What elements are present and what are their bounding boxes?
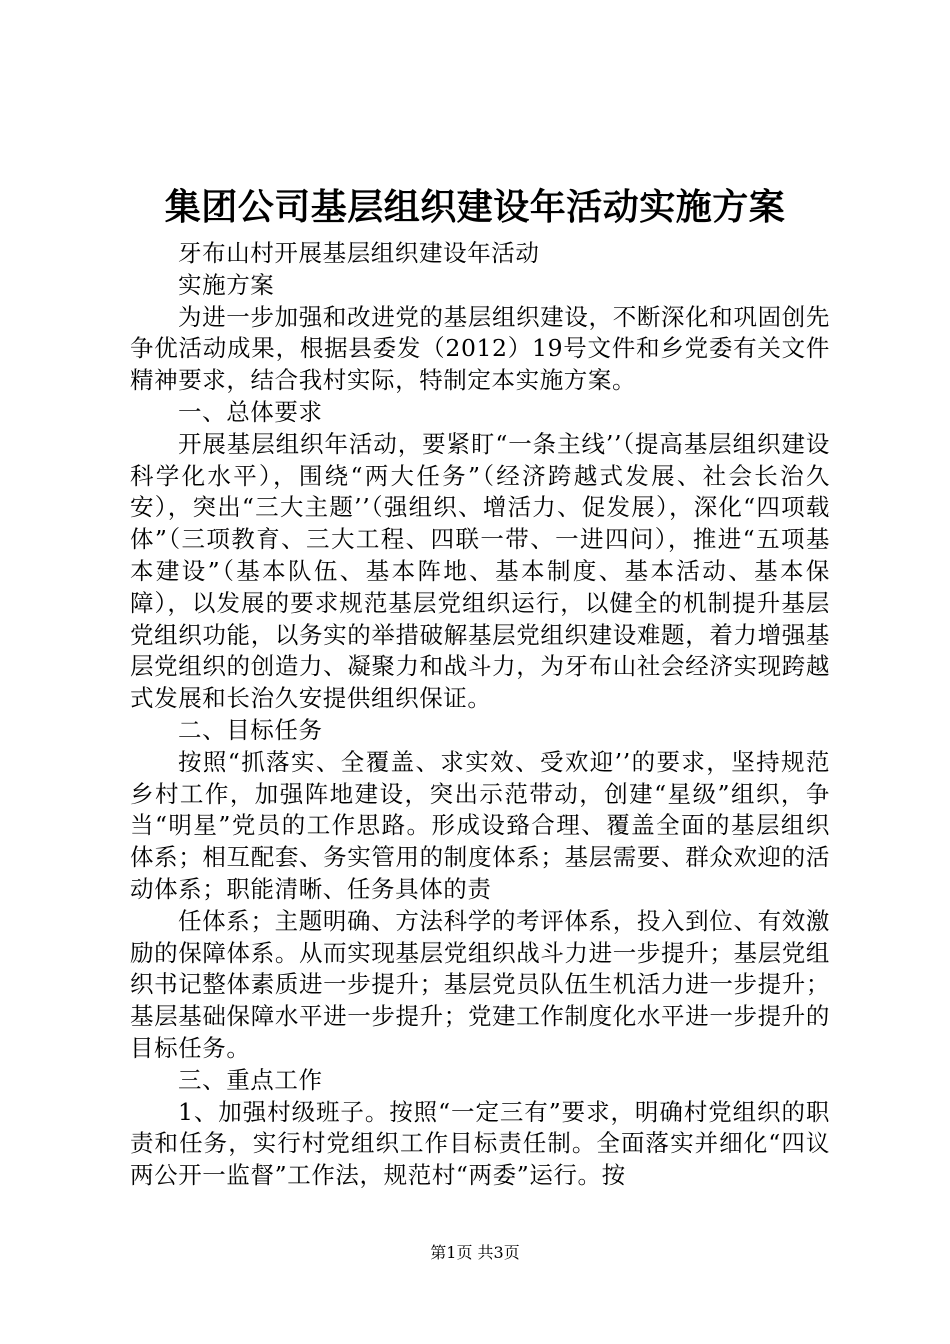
- paragraph-subtitle-1: 牙布山村开展基层组织建设年活动: [178, 239, 540, 267]
- section-heading-1: 一、总体要求: [178, 397, 323, 426]
- document-title: 集团公司基层组织建设年活动实施方案: [164, 187, 786, 228]
- section-heading-2: 二、目标任务: [178, 715, 323, 744]
- paragraph-goals-part-2: 任体系；主题明确、方法科学的考评体系，投入到位、有效激励的保障体系。从而实现基层党组织战斗力进一步提升；基层党组织书记整体素质进一步提升；基层党员队伍生机活力进一步提升；基层基础保障水平进一步提升；党建工作制度化水平进一步提升的目标任务。: [130, 906, 830, 1062]
- paragraph-general-requirements: 开展基层组织年活动，要紧盯“一条主线’’（提高基层组织建设科学化水平），围绕“两大任务”（经济跨越式发展、社会长治久安），突出“三大主题’’（强组织、增活力、促发展），深化“四项载体”（三项教育、三大工程、四联一带、一进四问），推进“五项基本建设”（基本队伍、基本阵地、基本制度、基本活动、基本保障），以发展的要求规范基层党组织运行，以健全的机制提升基层党组织功能，以务实的举措破解基层党组织建设难题，着力增强基层党组织的创造力、凝聚力和战斗力，为牙布山社会经济实现跨越式发展和长治久安提供组织保证。: [130, 429, 830, 713]
- paragraph-goals-part-1: 按照“抓落实、全覆盖、求实效、受欢迎’’的要求，坚持规范乡村工作，加强阵地建设，突出示范带动，创建“星级”组织，争当“明星”党员的工作思路。形成设臵合理、覆盖全面的基层组织体系；相互配套、务实管用的制度体系；基层需要、群众欢迎的活动体系；职能清晰、任务具体的责: [130, 747, 830, 903]
- document-body: [130, 238, 830, 1192]
- page-footer: 第1页 共3页: [430, 1243, 520, 1262]
- section-heading-3: 三、重点工作: [178, 1065, 323, 1094]
- paragraph-key-work-1: 1、加强村级班子。按照“一定三有”要求，明确村党组织的职责和任务，实行村党组织工作目标责任制。全面落实并细化“四议两公开一监督”工作法，规范村“两委”运行。按: [130, 1097, 830, 1190]
- paragraph-intro: 为进一步加强和改进党的基层组织建设，不断深化和巩固创先争优活动成果，根据县委发（2012）19号文件和乡党委有关文件精神要求，结合我村实际，特制定本实施方案。: [130, 302, 830, 395]
- paragraph-subtitle-2: 实施方案: [178, 270, 275, 299]
